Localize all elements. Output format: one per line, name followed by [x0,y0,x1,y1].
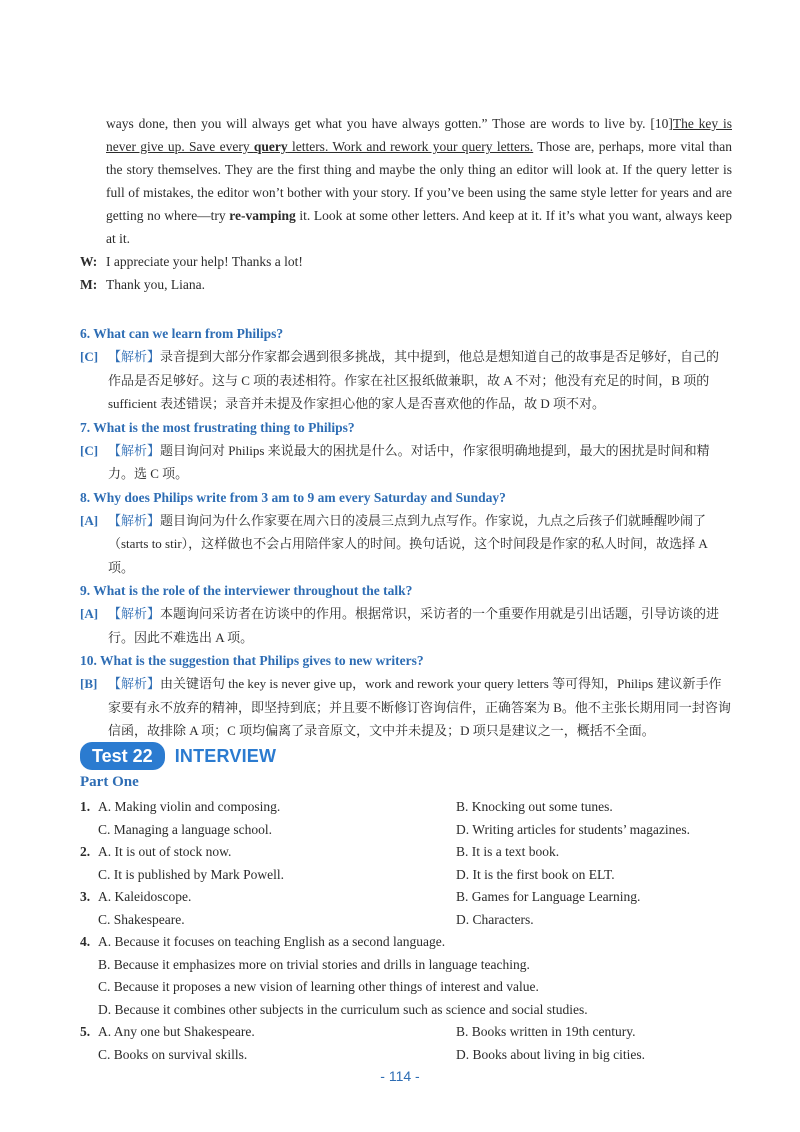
question-number: 1. [80,799,91,814]
answer-analysis [80,672,732,743]
analysis-text: 录音提到大部分作家都会遇到很多挑战，其中提到，他总是想知道自己的故事是否足够好，自己的作品是否足够好。这与 C 项的表述相符。作家在社区报纸做兼职，故 A 不对；他没有充足的时间，B 项的 sufficient 表述错误；录音并未提及作家担心他的家人是否喜欢他的作品，故 D 项不对。 [108,349,720,411]
option-c: C. It is published by Mark Powell. [98,866,284,882]
question: 6. What can we learn from Philips? [80,326,284,341]
option-b: B. Games for Language Learning. [456,889,641,904]
speaker-line-w [80,250,732,273]
option-d: D. Writing articles for students’ magazines. [456,821,691,837]
option-row [80,931,740,954]
speaker-label: M: [80,277,98,292]
answer-analysis [80,345,732,416]
analysis-text: 本题询问采访者在访谈中的作用。根据常识，采访者的一个重要作用就是引出话题，引导访谈的进行。因此不难选出 A 项。 [108,606,720,645]
option-row [80,909,740,932]
option-row [80,864,740,887]
analysis-tag: 【解析】 [108,442,161,458]
analysis-tag: 【解析】 [108,349,161,364]
option-c: C. Books on survival skills. [98,1046,248,1062]
option-row [80,796,740,819]
option-b: B. Books written in 19th century. [456,1024,636,1039]
test-title: INTERVIEW [174,745,277,766]
question-number: 2. [80,844,91,859]
option-row [80,1044,740,1067]
option-d: D. Books about living in big cities. [456,1046,645,1062]
page-number: - 114 - [380,1068,420,1084]
question: 10. What is the suggestion that Philips gives to new writers? [80,653,424,668]
question: 7. What is the most frustrating thing to Philips? [80,419,355,435]
transcript-paragraph [106,112,732,250]
options-list [80,796,740,1066]
option-row [80,819,740,842]
option-a: A. Any one but Shakespeare. [98,1024,255,1039]
answer-analysis [80,602,732,649]
option-b: B. Knocking out some tunes. [456,799,613,814]
analysis-tag: 【解析】 [108,606,161,621]
transcript-text: Those are, perhaps, more vital than the story themselves. They are the first thing and maybe the only thing an editor will look at. If the query letter is full of mistakes, the editor won’t bother with your story. If you’ve been using the same style letter for years and are getting no where—try [106,139,733,223]
answer-letter: [A] [80,606,99,621]
analysis-tag: 【解析】 [108,676,161,691]
option-row [80,1021,740,1044]
option-a: A. Making violin and composing. [98,799,281,814]
option-row [80,886,740,909]
question-analysis-section [80,323,732,744]
test-badge: Test 22 [80,742,165,770]
speaker-label: W: [80,254,98,269]
question-number: 5. [80,1024,91,1039]
option-c: C. Because it proposes a new vision of learning other things of interest and value. [98,979,539,994]
speaker-line-m [80,273,732,296]
analysis-text: 题目询问对 Philips 来说最大的困扰是什么。对话中，作家很明确地提到，最大的困扰是时间和精力。选 C 项。 [108,442,710,481]
answer-letter: [C] [80,442,99,458]
speaker-text: I appreciate your help! Thanks a lot! [106,254,303,269]
transcript-underlined: The key is never give up. Save every [106,116,732,154]
answer-letter: [C] [80,349,99,364]
answer-letter: [A] [80,512,99,528]
transcript-bold-underlined: query [253,139,288,154]
question-number: 4. [80,934,91,949]
option-b: B. Because it emphasizes more on trivial stories and drills in language teaching. [98,956,530,972]
option-row [80,841,740,864]
option-a: A. It is out of stock now. [98,844,232,859]
option-row [80,999,740,1022]
option-row [80,976,740,999]
option-d: D. Because it combines other subjects in the curriculum such as science and social studies. [98,1001,588,1017]
option-row [80,954,740,977]
option-d: D. Characters. [456,911,534,927]
analysis-tag: 【解析】 [108,512,161,528]
transcript-text: it. Look at some other letters. And keep at it. If it’s what you want, always keep at it. [106,208,732,246]
transcript-text: ways done, then you will always get what you have always gotten.” Those are words to live by. [10] [106,116,673,131]
transcript-underlined: letters. Work and rework your query letters. [287,139,534,154]
transcript-bold: re-vamping [229,208,296,223]
option-c: C. Shakespeare. [98,911,185,927]
option-a: A. Because it focuses on teaching English as a second language. [98,934,446,949]
speaker-text: Thank you, Liana. [106,277,205,292]
question: 9. What is the role of the interviewer throughout the talk? [80,583,413,598]
option-c: C. Managing a language school. [98,821,272,837]
test-header [80,742,276,770]
answer-analysis [80,509,732,580]
answer-analysis [80,439,732,486]
part-title: Part One [80,774,139,790]
option-b: B. It is a text book. [456,844,560,859]
answer-letter: [B] [80,676,98,691]
transcript [80,112,732,296]
option-a: A. Kaleidoscope. [98,889,192,904]
question-number: 3. [80,889,91,904]
option-d: D. It is the first book on ELT. [456,866,615,882]
question: 8. Why does Philips write from 3 am to 9 am every Saturday and Sunday? [80,489,506,505]
analysis-text: 由关键语句 the key is never give up，work and rework your query letters 等可得知，Philips 建议新手作家要有永不放弃的精神，即坚持到底；并且要不断修订咨询信件，正确答案为 B。他不主张长期用同一封咨询信函，故排除 A 项；C 项均偏离了录音原文，文中并未提及；D 项只是建议之一，概括不全面。 [108,676,731,738]
analysis-text: 题目询问为什么作家要在周六日的凌晨三点到九点写作。作家说，九点之后孩子们就睡醒吵闹了（starts to stir），这样做也不会占用陪伴家人的时间。换句话说，这个时间段是作家的私人时间，故选择 A 项。 [108,512,708,575]
